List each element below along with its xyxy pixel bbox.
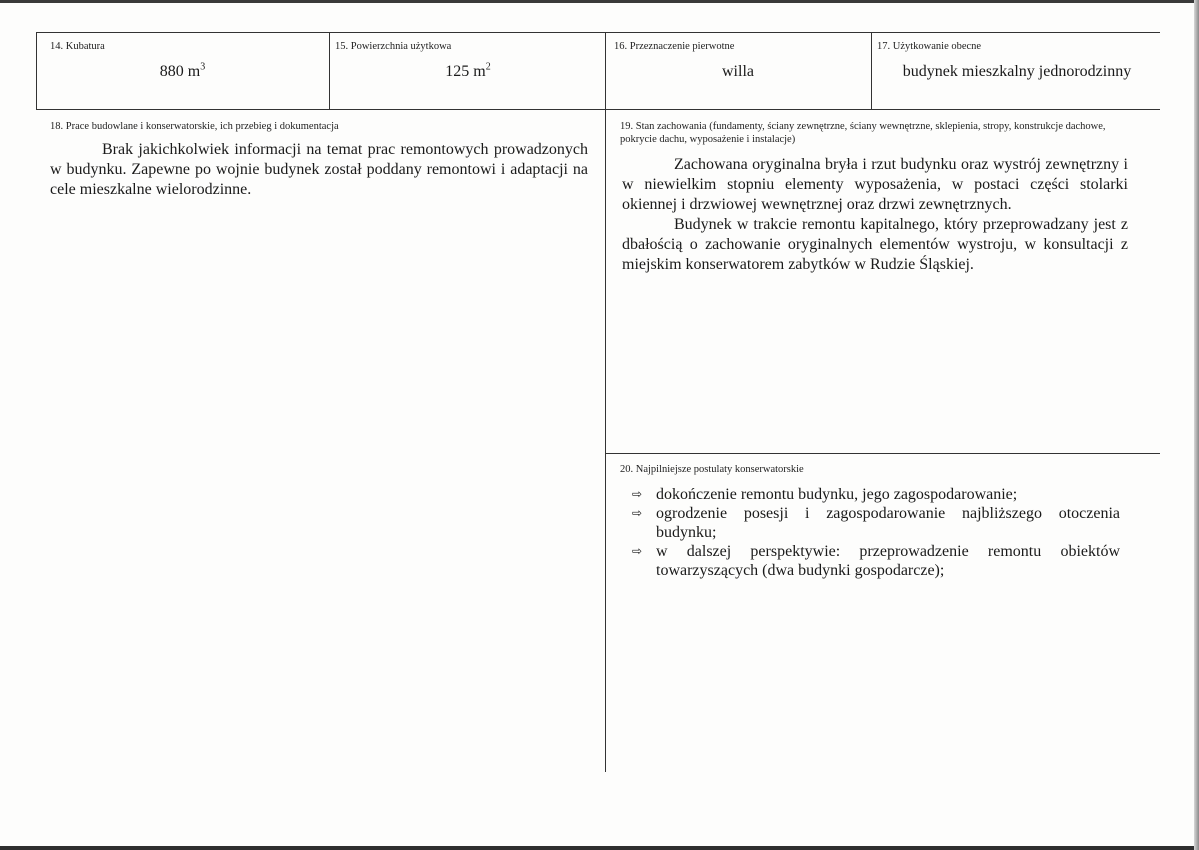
postulate-text: dokończenie remontu budynku, jego zagospodarowanie; [656,486,1018,503]
list-item [630,542,1120,580]
rule-top [36,32,1160,33]
list-item [630,504,1120,542]
kubatura-unit-exponent: 3 [200,61,206,73]
rule-row1-bottom [36,109,1160,110]
vline-14-15 [329,32,330,110]
field-20-label: 20. Najpilniejsze postulaty konserwatorskie [620,464,804,475]
field-16-value: willa [722,63,754,80]
arrow-right-icon: ⇨ [632,487,643,501]
field-14-value [40,62,325,82]
field-15-value [333,62,603,82]
field-14-label: 14. Kubatura [50,41,105,52]
scan-edge-top [0,0,1199,3]
field-18-label: 18. Prace budowlane i konserwatorskie, ich przebieg i dokumentacja [50,121,339,132]
field-19-paragraph-1: Zachowana oryginalna bryła i rzut budynku oraz wystrój zewnętrzny i w niewielkim stopniu elementy wyposażenia, w postaci części stolarki okiennej i drzwiowej wewnętrznej oraz drzwi zewnętrznych. [622,156,1128,213]
field-18-paragraph: Brak jakichkolwiek informacji na temat prac remontowych prowadzonych w budynku. Zapewne po wojnie budynek został poddany remontowi i adaptacji na cele mieszkalne wielorodzinne. [50,141,588,198]
postulate-text: w dalszej perspektywie: przeprowadzenie remontu obiektów towarzyszących (dwa budynki gospodarcze); [656,543,1120,579]
field-18-text [50,140,588,200]
field-19-text [622,155,1128,275]
scan-edge-bottom [0,846,1199,850]
field-20-list [630,485,1120,580]
field-17-label: 17. Użytkowanie obecne [877,41,982,52]
kubatura-value: 880 m [159,63,201,80]
postulate-text: ogrodzenie posesji i zagospodarowanie najbliższego otoczenia budynku; [656,505,1120,541]
vline-left [36,32,37,110]
area-unit-exponent: 2 [485,61,491,73]
field-19-paragraph-2: Budynek w trakcie remontu kapitalnego, który przeprowadzany jest z dbałością o zachowanie oryginalnych elementów wystroju, w konsultacji z miejskim konserwatorem zabytków w Rudzie Śląskiej. [622,216,1128,273]
scan-edge-right [1194,0,1199,850]
arrow-right-icon: ⇨ [632,506,643,520]
field-16-label: 16. Przeznaczenie pierwotne [614,41,735,52]
list-item [630,485,1120,504]
vline-16-17 [871,32,872,110]
vline-center [605,32,606,772]
field-17-value: budynek mieszkalny jednorodzinny [902,63,1132,80]
field-19-label: 19. Stan zachowania (fundamenty, ściany zewnętrzne, ściany wewnętrzne, sklepienia, stropy, konstrukcje dachowe, pokrycie dachu, wyposażenie i instalacje) [620,121,1106,145]
area-value: 125 m [445,63,486,80]
rule-row2-split [605,453,1160,454]
field-15-label: 15. Powierzchnia użytkowa [335,41,452,52]
arrow-right-icon: ⇨ [632,544,643,558]
